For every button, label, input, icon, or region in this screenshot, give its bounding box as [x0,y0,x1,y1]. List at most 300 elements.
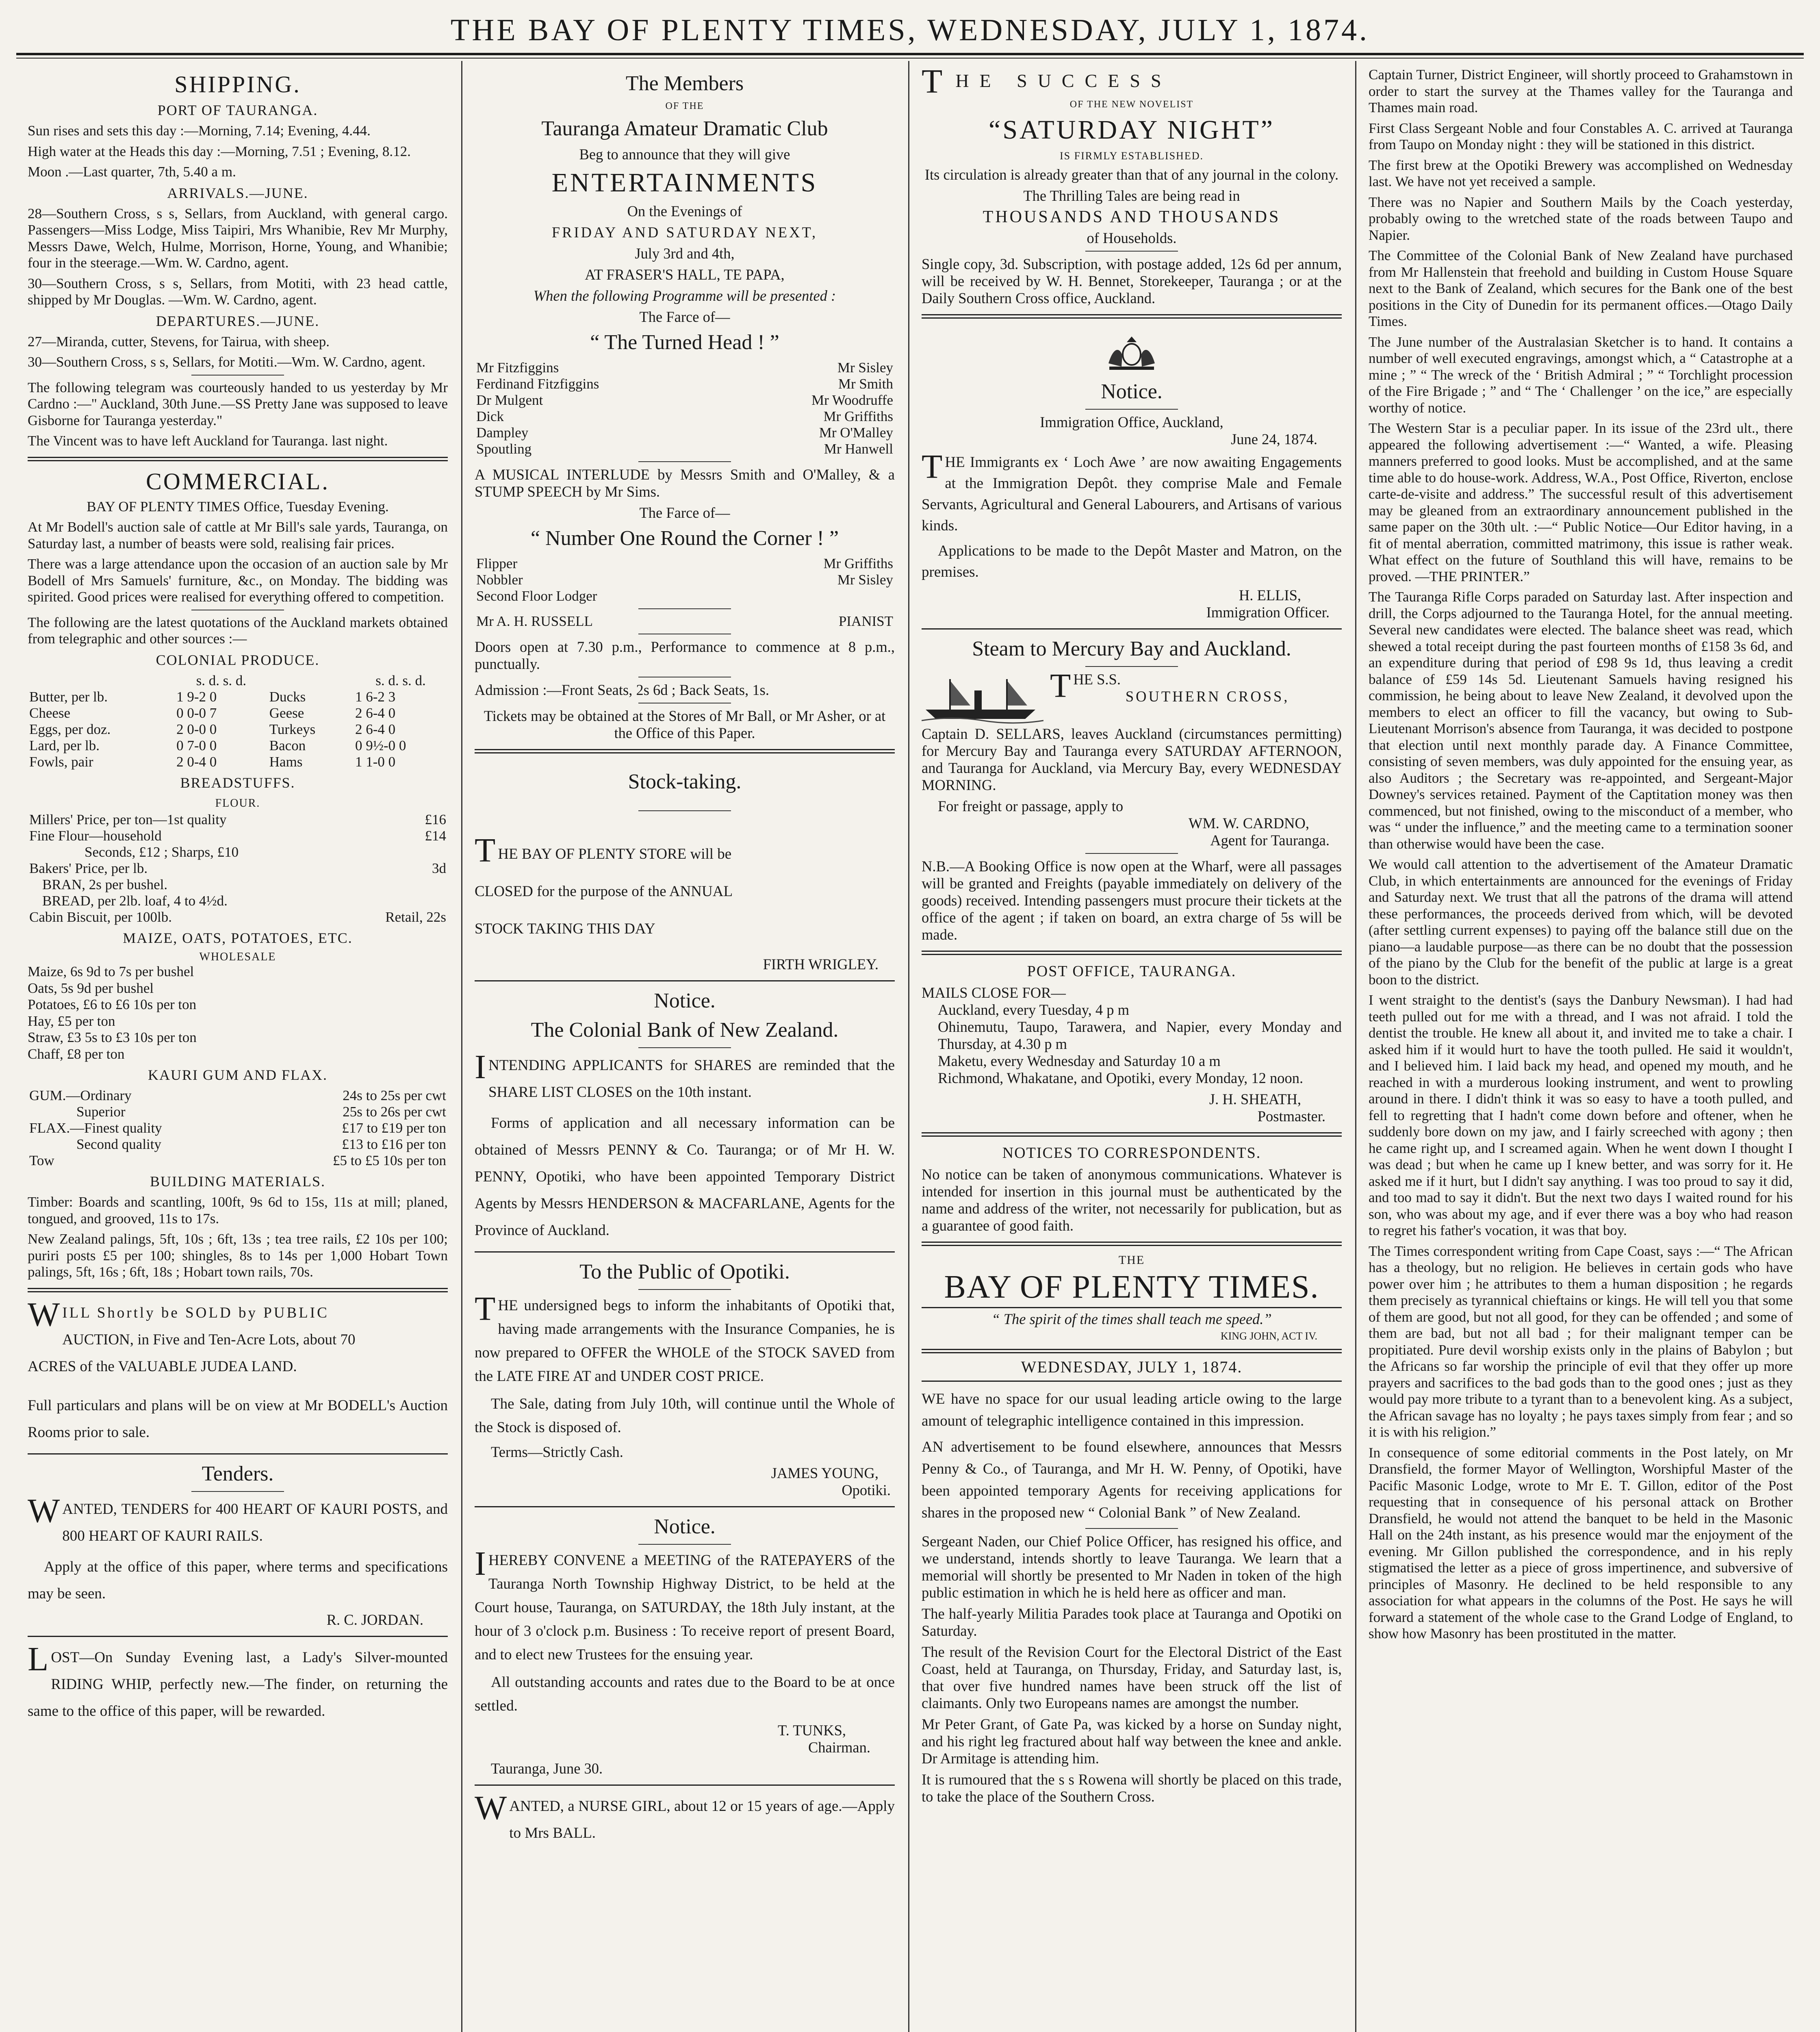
page-title: THE BAY OF PLENTY TIMES, WEDNESDAY, JULY 1, 1874. [450,13,1370,47]
editorial-date: WEDNESDAY, JULY 1, 1874. [1021,1358,1243,1376]
editorial-para: The half-yearly Militia Parades took place at Tauranga and Opotiki on Saturday. [922,1605,1342,1639]
column-rule [908,61,909,2032]
table-row [475,376,895,392]
ratepayers-p1 [475,1545,895,1667]
opotiki-p2: The Sale, dating from July 10th, will continue until the Whole of the Stock is disposed of. [475,1396,895,1436]
table-cell: Turkeys [269,721,316,737]
table-row [475,572,895,588]
flour-subheading: FLOUR. [215,797,260,810]
table-row [475,425,895,441]
drop-cap: W [28,1491,60,1530]
wholesale-subheading: WHOLESALE [199,951,276,963]
auction-text [28,1295,448,1380]
news-para: In consequence of some editorial comments in the Post lately, on Mr Dransfield, the former Mayor of Wellington, Worshipful Master of the Pacific Masonic Lodge, wrote to Mr E. T. Gillon, editor of the Post requesting that in consequence of his personal attack on Brother Dransfield, he would not attend the banquet to be held in the Masonic Hall on the 24th instant, as his presence would mar the enjoyment of the evening. Mr Gillon published the correspondence, and in his reply stigmatised the letter as a piece of gross impertinence, and subversive of principles of Masonry. He declined to be held responsible to any association for what appears in the columns of the Post. He says he will forward a statement of the whole case to the Grand Lodge of England, to show how Masonry has been prostituted in the matter. [1369,1444,1793,1641]
correspondents-notice [922,1144,1342,1234]
table-row [475,556,895,572]
table-cell: 24s to 25s per cwt [343,1088,446,1103]
departure-entry: 27—Miranda, cutter, Stevens, for Tairua, with sheep. [28,333,330,350]
table-cell: Second quality [76,1136,161,1152]
drop-cap: W [475,1789,507,1827]
divider [1085,666,1178,667]
table-cell: 0 7-0 0 [176,737,217,753]
table-row [475,441,895,457]
divider [1085,409,1178,410]
table-cell: Spoutling [476,441,532,457]
editorial-the: THE [1118,1253,1145,1267]
building-para: Timber: Boards and scantling, 100ft, 9s 6d to 15s, 11s at mill; planed, tongued, and grooved, 11s to 17s. [28,1194,448,1227]
cast-table [475,360,895,457]
steam-advert [922,637,1342,943]
section-divider [28,1636,448,1637]
section-divider [922,1242,1342,1246]
table-cell: Dampley [476,425,529,441]
steam-agent-role: Agent for Tauranga. [1210,832,1330,849]
table-cell: Lard, per lb. [29,737,100,753]
stocktaking-heading: Stock-taking. [628,770,742,793]
saturday-circulation: Its circulation is already greater than that of any journal in the colony. [924,166,1339,183]
table-row [28,877,448,893]
tide-line: Sun rises and sets this day :—Morning, 7.14; Evening, 4.44. [28,123,371,139]
news-para: There was no Napier and Southern Mails by the Coach yesterday, probably owing to the wretched state of the roads between Taupo and Napier. [1369,194,1793,243]
table-cell: Mr Fitzfiggins [476,360,559,376]
table-cell: Tow [29,1153,54,1168]
opotiki-heading: To the Public of Opotiki. [579,1260,790,1283]
table-cell: Mr Sisley [837,360,893,376]
interlude: A MUSICAL INTERLUDE by Messrs Smith and O'Malley, & a STUMP SPEECH by Mr Sims. [475,466,895,500]
dramatic-club-advert [475,72,895,742]
steam-freight: For freight or passage, apply to [938,798,1124,814]
table-cell: Mr Sisley [837,572,893,588]
auction-advert [28,1295,448,1446]
breadstuffs-table [28,812,448,925]
divider [191,375,284,376]
editorial-para: It is rumoured that the s s Rowena will shortly be placed on this trade, to take the place of the Southern Cross. [922,1771,1342,1805]
divider [638,608,731,609]
table-cell: Nobbler [476,572,523,588]
immigration-body: HE Immigrants ex ‘ Loch Awe ’ are now awaiting Engagements at the Immigration Depôt. they comprise Male and Female Servants, Agricultural and General Labourers, and Artisans of various kinds. [922,454,1342,534]
commercial-heading: COMMERCIAL. [146,468,330,495]
section-divider [28,457,448,461]
table-cell: Mr Hanwell [824,441,893,457]
royal-arms-icon [1101,331,1162,371]
colonial-bank-body: NTENDING APPLICANTS for SHARES are reminded that the SHARE LIST CLOSES on the 10th instant. [488,1057,895,1101]
building-heading: BUILDING MATERIALS. [150,1173,325,1190]
admission: Admission :—Front Seats, 2s 6d ; Back Seats, 1s. [475,682,769,698]
drop-cap: T [475,1290,496,1328]
auction-line: ILL Shortly be SOLD by PUBLIC [62,1304,329,1321]
table-cell: GUM.—Ordinary [29,1088,132,1103]
farce-title: “ Number One Round the Corner ! ” [530,527,839,550]
dramatic-venue: AT FRASER'S HALL, TE PAPA, [585,266,785,283]
section-divider [922,628,1342,630]
table-cell: £16 [425,812,446,827]
news-para: The June number of the Australasian Sketcher is to hand. It contains a number of well executed engravings, amongst which, a “ Catastrophe at a mine ; ” “ The wreck of the ‘ British Admiral ; ” “ Torchlight procession of the Fire Brigade ; ” and “ The ‘ Challenger ’ on the ice,” are especially worthy of notice. [1369,334,1793,416]
arrival-entry: 28—Southern Cross, s s, Sellars, from Auckland, with general cargo. Passengers—Miss Lodge, Miss Taipiri, Mrs Whanibie, Rev Mr Murphy, Messrs Dawe, Welch, Hulme, Morrison, Horne, Young, and Whanibie; four in the steerage.—Wm. W. Cardno, agent. [28,205,448,271]
editorial-paper-name: BAY OF PLENTY TIMES. [944,1269,1319,1305]
table-cell: BREAD, per 2lb. loaf, 4 to 4½d. [42,893,228,909]
news-para: The Committee of the Colonial Bank of New Zealand have purchased from Mr Hallenstein that freehold and building in Custom House Square next to the Bank of Zealand, which secures for the Bank one of the best positions in the City of Dunedin for its permanent offices.—Otago Daily Times. [1369,247,1793,329]
table-row [475,360,895,376]
price-line: Chaff, £8 per ton [28,1046,125,1062]
table-cell: 0 9½-0 0 [355,737,406,753]
section-divider [475,749,895,753]
divider [1085,251,1178,252]
kauri-table [28,1088,448,1169]
saturday-price: Single copy, 3d. Subscription, with postage added, 12s 6d per annum, will be received by W. H. Bennet, Storekeeper, Tauranga ; or at the Daily Southern Cross office, Auckland. [922,256,1342,306]
saturday-households: of Households. [1087,230,1177,246]
divider [1085,853,1178,854]
immigration-p2: Applications to be made to the Depôt Master and Matron, on the premises. [922,543,1342,580]
table-cell: Dr Mulgent [476,392,543,408]
news-para: The Times correspondent writing from Cape Coast, says :—“ The African has a theology, but no religion. He believes in certain gods who have power over him ; he attributes to them a human disposition ; he regards them precisely as tyrannical chieftains or kings. He will tell you that some of them are good, but not all good, for they can be offended ; and some of them are bad, but not all bad ; for their malignant temper can be propitiated. Pure devil worship exists only in the plains of Babylon ; but the Africans so far worship the principle of evil that they offer up more prayers and sacrifices to the bad gods than to the good ones ; just as they would pay more tribute to a tyrant than to a benevolent king. As a subject, the African savage has no loyalty ; he pays taxes simply from fear ; and so it is with his religion.” [1369,1243,1793,1440]
pianist-row [475,613,895,630]
table-cell: 3d [432,860,446,876]
editorial-para: Sergeant Naden, our Chief Police Officer, has resigned his office, and we understand, intends shortly to leave Tauranga. We learn that a memorial will shortly be presented to Mr Naden in token of the high public estimation in which he is held here as officer and man. [922,1533,1342,1601]
drop-cap: T [1050,667,1071,705]
section-divider [475,1506,895,1507]
tenders-apply: Apply at the office of this paper, where terms and specifications may be seen. [28,1558,448,1602]
table-row [28,812,448,828]
table-cell: Eggs, per doz. [29,721,111,737]
section-divider [475,980,895,981]
tide-line: Moon .—Last quarter, 7th, 5.40 a m. [28,164,236,180]
table-row [28,1120,448,1136]
dramatic-announce: Beg to announce that they will give [579,146,790,163]
divider [638,810,731,811]
colonial-produce-heading: COLONIAL PRODUCE. [156,651,320,668]
colonial-bank-p1 [475,1048,895,1106]
price-line: Oats, 5s 9d per bushel [28,980,154,996]
commercial-section [28,469,448,1281]
post-office-intro: MAILS CLOSE FOR— [922,984,1066,1001]
maize-heading: MAIZE, OATS, POTATOES, ETC. [123,930,353,946]
price-line: Potatoes, £6 to £6 10s per ton [28,996,197,1012]
immigration-p1 [922,448,1342,536]
mail-line: Ohinemutu, Taupo, Tarawera, and Napier, every Monday and Thursday, at 4.30 p m [938,1018,1342,1052]
divider [922,1349,1342,1353]
editorial-motto: “ The spirit of the times shall teach me speed.” [991,1311,1272,1327]
table-cell: Geese [269,705,304,721]
price-line: Hay, £5 per ton [28,1013,115,1029]
table-row [28,893,448,909]
stocktaking-line: STOCK TAKING THIS DAY [475,920,655,937]
column-rule [1355,61,1356,2032]
table-cell: Mr Griffiths [823,556,893,571]
table-cell: Retail, 22s [385,909,446,925]
table-cell: 2 0-4 0 [176,753,217,770]
table-cell: BRAN, 2s per bushel. [42,877,168,892]
auction-line: AUCTION, in Five and Ten-Acre Lots, about 70 [62,1331,356,1348]
breadstuffs-heading: BREADSTUFFS. [180,774,295,791]
table-row [28,1136,448,1153]
editorial-masthead [922,1253,1342,1382]
tenders-text [28,1491,448,1550]
kauri-heading: KAURI GUM AND FLAX. [148,1067,328,1083]
table-cell: Cabin Biscuit, per 100lb. [29,909,172,925]
colonial-bank-notice: Notice. [654,989,716,1012]
steam-heading: Steam to Mercury Bay and Auckland. [972,637,1291,660]
table-header: s. d. s. d. [375,672,426,688]
table-cell: £14 [425,828,446,844]
correspondents-text: No notice can be taken of anonymous communications. Whatever is intended for insertion in this journal must be authenticated by the name and address of the writer, not necessarily for publication, but as a guarantee of good faith. [922,1166,1342,1234]
saturday-tales: The Thrilling Tales are being read in [1023,187,1240,204]
table-cell [350,893,448,909]
table-cell: Ducks [269,688,306,705]
ratepayers-date: Tauranga, June 30. [491,1760,603,1777]
table-cell: £17 to £19 per ton [342,1120,446,1136]
table-cell: Seconds, £12 ; Sharps, £10 [85,844,239,860]
drop-cap: W [28,1295,60,1333]
news-para: Captain Turner, District Engineer, will shortly proceed to Grahamstown in order to start the survey at the Thames valley for the Tauranga and Thames main road. [1369,67,1793,115]
table-header-row [28,673,448,689]
steam-ship-name: SOUTHERN CROSS, [1125,688,1290,705]
divider [922,1307,1342,1308]
nurse-text [475,1789,895,1847]
colonial-bank-p2: Forms of application and all necessary information can be obtained of Messrs PENNY & Co. Tauranga; or of Mr H. W. PENNY, Opotiki, who have been appointed Temporary District Agents by Messrs HENDERSON & MACFARLANE, Agents for the Province of Auckland. [475,1115,895,1239]
table-row [475,392,895,408]
steam-schedule: Captain D. SELLARS, leaves Auckland (circumstances permitting) for Mercury Bay and Tauranga every SATURDAY AFTERNOON, and Tauranga for Auckland, via Mercury Bay, every WEDNESDAY MORNING. [922,725,1342,793]
table-cell: 1 1-0 0 [355,753,396,770]
news-para: The Tauranga Rifle Corps paraded on Saturday last. After inspection and drill, the Corps adjourned to the Tauranga Hotel, for the annual meeting. Several new candidates were elected. The balance sheet was read, which shewed a total receipt during the past fourteen months of £158 3s 6d, and an expenditure during that period of £98 9s 1d, thus leaving a credit balance of £59 14s 5d. Lieutenant Samuels having resigned his commission, he being about to leave New Zealand, it devolved upon the members to elect an officer to fill the vacancy, but owing to Sub-Lieutenant Morrison's absence from Tauranga, it was decided to postpone that election until next monthly parade day. A Finance Committee, consisting of seven members, was duly appointed for the ensuing year, as also Auditors ; the Secretary was re-appointed, and Sergeant-Major Downey's services retained. Payment of the Captitation money was then commenced, but not finished, owing to the misconduct of a member, who was “ under the influence,” and the meeting came to a termination sooner than otherwise would have been the case. [1369,589,1793,852]
stocktaking-line: CLOSED for the purpose of the ANNUAL [475,883,733,900]
table-row [28,689,448,705]
cast-table [475,556,895,604]
mail-line: Richmond, Whakatane, and Opotiki, every Monday, 12 noon. [938,1070,1304,1086]
nurse-body: ANTED, a NURSE GIRL, about 12 or 15 years of age.—Apply to Mrs BALL. [509,1798,895,1841]
table-cell [350,877,448,893]
tenders-heading: Tenders. [202,1462,274,1485]
nurse-advert [475,1789,895,1847]
table-cell: Fine Flour—household [29,828,162,844]
price-line: Straw, £3 5s to £3 10s per ton [28,1029,197,1045]
news-para: I went straight to the dentist's (says the Danbury Newsman). I had had teeth pulled out for me with a thread, and I was not afraid. I told the dentist the trouble. He knew all about it, and invited me to take a chair. I asked him if it would hurt to have the tooth pulled. He said it wouldn't, and I believed him. I laid back my head, and opened my mouth, and he reached in with a murderous looking instrument, and went to prowling around in there. I didn't think it was so easy to have a tooth pulled, and fell to regretting that I hadn't come down before and oftener, when he suddenly bore down on my jaw, and I fairly screeched with agony ; then he came right up, and I screamed again. When he went down I thought I was dead ; but when he came up I knew better, and was sorry for it. He asked me if it hurt, but I didn't say anything. I was too proud to say it did, and too mad to say it didn't. But the next two days I waited round for his son, who was about my age, and if ever there was a boy who had reason to regret his father's vocation, it was that boy. [1369,992,1793,1238]
table-cell: Fowls, pair [29,753,93,770]
column-3 [910,61,1353,2032]
column-1 [16,61,459,2032]
table-cell: 2 6-4 0 [355,705,396,721]
table-row [475,408,895,425]
table-row [28,860,448,877]
saturday-established: IS FIRMLY ESTABLISHED. [1060,150,1204,162]
saturday-success-text: HE SUCCESS [955,70,1172,91]
steamship-icon [922,675,1043,724]
farce-intro: The Farce of— [639,308,730,325]
price-line: Maize, 6s 9d to 7s per bushel [28,964,194,979]
table-cell: Superior [76,1104,126,1120]
table-cell: Bakers' Price, per lb. [29,860,148,876]
drop-cap: L [28,1640,49,1678]
table-row [28,721,448,738]
table-cell: Cheese [29,705,71,721]
mail-line: Auckland, every Tuesday, 4 p m [938,1001,1130,1018]
immigration-office: Immigration Office, Auckland, [1040,414,1223,430]
saturday-title: “SATURDAY NIGHT” [989,115,1275,145]
colonial-bank-advert [475,989,895,1244]
ratepayers-heading: Notice. [654,1515,716,1538]
stocktaking-signature: FIRTH WRIGLEY. [763,956,879,973]
stocktaking-text [475,831,895,948]
postmaster-name: J. H. SHEATH, [1209,1091,1301,1107]
table-cell: Butter, per lb. [29,688,108,705]
table-row [28,1088,448,1104]
ratepayers-advert [475,1515,895,1777]
saturday-novelist: OF THE NEW NOVELIST [1069,99,1194,110]
commercial-para: The following are the latest quotations of the Auckland markets obtained from telegraphic and other sources :— [28,614,448,647]
divider [638,461,731,462]
lost-body: OST—On Sunday Evening last, a Lady's Silver-mounted RIDING WHIP, perfectly new.—The finder, on returning the same to the office of this paper, will be rewarded. [28,1649,448,1719]
opotiki-public-advert [475,1260,895,1499]
table-cell: Hams [269,753,303,770]
table-cell: 1 6-2 3 [355,688,396,705]
saturday-success [922,63,1342,100]
opotiki-terms: Terms—Strictly Cash. [491,1444,623,1460]
masthead-rule-thin [16,58,1804,59]
shipping-note: The Vincent was to have left Auckland for Tauranga. last night. [28,433,388,449]
divider [191,1491,284,1492]
table-cell: £5 to £5 10s per ton [332,1153,446,1168]
masthead-rule [16,53,1804,55]
immigration-notice [922,331,1342,621]
divider [1085,1528,1178,1529]
dramatic-entertainments: ENTERTAINMENTS [551,168,818,198]
dramatic-members: The Members [625,72,744,95]
departures-heading: DEPARTURES.—JUNE. [156,313,320,329]
divider [638,1289,731,1290]
postmaster-role: Postmaster. [1257,1108,1325,1125]
tide-line: High water at the Heads this day :—Morning, 7.51 ; Evening, 8.12. [28,143,411,159]
commercial-office: BAY OF PLENTY TIMES Office, Tuesday Evening. [87,498,389,515]
table-cell: Millers' Price, per ton—1st quality [29,812,227,827]
post-office-heading: POST OFFICE, TAURANGA. [1027,963,1236,980]
table-cell: FLAX.—Finest quality [29,1120,162,1136]
immigration-sign: H. ELLIS, [1239,587,1301,604]
table-cell: Second Floor Lodger [476,588,597,604]
drop-cap: T [922,63,953,100]
table-cell [739,588,895,604]
immigration-role: Immigration Officer. [1206,604,1330,621]
page-masthead [0,0,1820,61]
table-cell: 1 9-2 0 [176,688,217,705]
editorial-para: The result of the Revision Court for the Electoral District of the East Coast, held at Tauranga, on Thursday, Friday, and Saturday last, is, that over five hundred names have been struck off the list of claimants. Only two Europeans names are amongst the number. [922,1643,1342,1711]
table-cell: Mr Smith [838,376,893,392]
tenders-signature: R. C. JORDAN. [326,1611,423,1628]
steam-nb: N.B.—A Booking Office is now open at the Wharf, were all passages will be granted and Freights (payable immediately on delivery of the goods) received. Intending passengers must procure their tickets at the office of the agent ; if taken on board, an extra charge of 5s will be made. [922,858,1342,943]
shipping-note: The following telegram was courteously handed to us yesterday by Mr Cardno :—" Auckland, 30th June.—SS Pretty Jane was supposed to leave Gisborne for Tauranga yesterday." [28,379,448,428]
news-para: First Class Sergeant Noble and four Constables A. C. arrived at Tauranga from Taupo on Monday night : they will be stationed in this district. [1369,120,1793,152]
table-row [28,1104,448,1120]
section-divider [28,1288,448,1292]
dramatic-evenings: On the Evenings of [627,203,742,219]
table-cell: Dick [476,408,504,424]
table-cell: Mr Griffiths [823,408,893,424]
column-4 [1357,61,1804,2032]
dramatic-days: FRIDAY AND SATURDAY NEXT, [551,224,818,241]
editorial-para: AN advertisement to be found elsewhere, announces that Messrs Penny & Co., of Tauranga, and Mr H. W. Penny, of Opotiki, have been appointed temporary Agents for receiving applications for shares in the proposed new “ Colonial Bank ” of New Zealand. [922,1439,1342,1521]
immigration-heading: Notice. [1101,380,1163,403]
table-row [28,909,448,925]
shipping-heading: SHIPPING. [174,71,301,98]
column-2 [463,61,906,2032]
building-para: New Zealand palings, 5ft, 10s ; 6ft, 13s ; tea tree rails, £2 10s per 100; puriri posts £5 per 100; shingles, 8s to 14s per 1,000 Hobart Town palings, 5ft, 16s ; 6ft, 18s ; Hobart town rails, 70s. [28,1231,448,1280]
saturday-night-advert [922,63,1342,307]
editorial-para: WE have no space for our usual leading article owing to the large amount of telegraphic intelligence contained in this impression. [922,1391,1342,1429]
editorial-column [922,1388,1342,1805]
opotiki-p1 [475,1290,895,1388]
editorial-para: Mr Peter Grant, of Gate Pa, was kicked by a horse on Sunday night, and his right leg fractured about half way between the knee and ankle. Dr Armitage is attending him. [922,1716,1342,1767]
table-row [28,754,448,770]
auction-line: ACRES of the VALUABLE JUDEA LAND. [28,1358,297,1375]
table-row [28,1153,448,1169]
news-para: The first brew at the Opotiki Brewery was accomplished on Wednesday last. We have not yet received a sample. [1369,157,1793,189]
stocktaking-line: HE BAY OF PLENTY STORE will be [498,846,732,862]
section-divider [922,1132,1342,1137]
lost-text [28,1640,448,1725]
section-divider [922,314,1342,319]
table-row [28,828,448,844]
dramatic-programme: When the following Programme will be presented : [533,287,836,304]
table-cell: PIANIST [838,613,893,629]
dramatic-of-the: OF THE [665,101,704,111]
section-divider [28,1453,448,1455]
mail-line: Maketu, every Wednesday and Saturday 10 a m [938,1053,1221,1069]
table-cell: 0 0-0 7 [176,705,217,721]
table-cell: Bacon [269,737,306,753]
immigration-date: June 24, 1874. [1231,431,1317,447]
auction-details: Full particulars and plans will be on view at Mr BODELL's Auction Rooms prior to sale. [28,1397,448,1441]
table-row [28,705,448,721]
commercial-para: At Mr Bodell's auction sale of cattle at Mr Bill's sale yards, Tauranga, on Saturday last, a number of beasts were sold, realising fair prices. [28,519,448,551]
drop-cap: I [475,1545,486,1583]
tenders-body: ANTED, TENDERS for 400 HEART OF KAURI POSTS, and 800 HEART OF KAURI RAILS. [62,1500,448,1544]
ratepayers-role: Chairman. [808,1739,870,1756]
drop-cap: T [475,831,496,869]
table-cell: Mr O'Malley [819,425,893,441]
ratepayers-body: HEREBY CONVENE a MEETING of the RATEPAYERS of the Tauranga North Township Highway District, to be held at the Court house, Tauranga, on SATURDAY, the 18th July instant, at the hour of 3 o'clock p.m. Business : To receive report of present Board, and to elect new Trustees for the ensuing year. [475,1552,895,1663]
table-row [28,844,448,860]
commercial-para: There was a large attendance upon the occasion of an auction sale by Mr Bodell of Mrs Samuels' furniture, &c., on Monday. The bidding was spirited. Good prices were realised for everything offered to competition. [28,556,448,605]
table-cell: Ferdinand Fitzfiggins [476,376,599,392]
table-cell: £13 to £16 per ton [342,1136,446,1152]
saturday-thousands: THOUSANDS AND THOUSANDS [983,208,1281,226]
steam-agent: WM. W. CARDNO, [1188,815,1309,831]
divider [638,1047,731,1048]
correspondents-heading: NOTICES TO CORRESPONDENTS. [1002,1144,1261,1161]
table-cell [350,844,448,860]
farce-title: “ The Turned Head ! ” [590,331,779,354]
table-cell: Mr A. H. RUSSELL [476,613,593,629]
table-row [475,588,895,604]
farce-intro: The Farce of— [639,504,730,521]
dramatic-club-name: Tauranga Amateur Dramatic Club [541,117,828,140]
divider [922,1381,1342,1382]
table-cell: 2 6-4 0 [355,721,396,737]
table-header: s. d. s. d. [196,672,247,688]
divider [638,1544,731,1545]
ratepayers-sign: T. TUNKS, [778,1722,846,1739]
steam-ss-text: HE S.S. [1073,671,1121,688]
drop-cap: T [922,448,943,486]
editorial-motto-source: KING JOHN, ACT IV. [1220,1330,1317,1342]
table-cell: Flipper [476,556,518,571]
section-divider [475,1785,895,1786]
opotiki-sign: JAMES YOUNG, [771,1465,879,1481]
section-divider [475,1251,895,1253]
arrival-entry: 30—Southern Cross, s s, Sellars, from Motiti, with 23 head cattle, shipped by Mr Douglas. —Wm. W. Cardno, agent. [28,275,448,308]
shipping-section [28,72,448,449]
table-row [475,613,895,630]
tickets: Tickets may be obtained at the Stores of Mr Ball, or Mr Asher, or at the Office of this Paper. [484,708,886,741]
drop-cap: I [475,1048,486,1086]
